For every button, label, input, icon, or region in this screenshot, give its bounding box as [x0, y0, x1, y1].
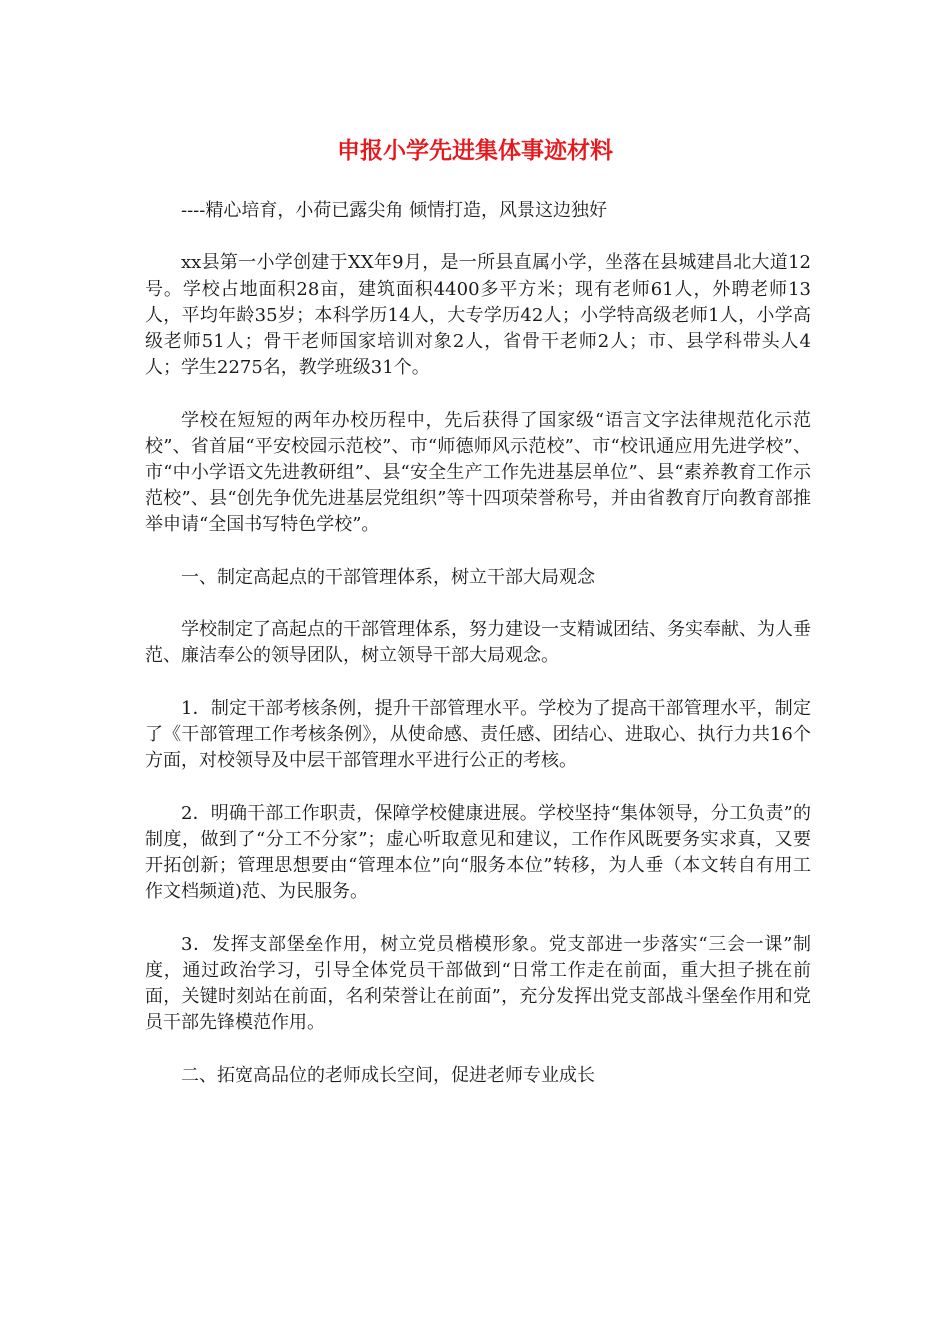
section-heading-2: 二、拓宽高品位的老师成长空间，促进老师专业成长	[181, 1064, 595, 1086]
paragraph-school-overview: xx县第一小学创建于XX年9月，是一所县直属小学，坐落在县城建昌北大道12号。学校占地面积28亩，建筑面积4400多平方米；现有老师61人，外聘老师13人，平均年龄35岁；本科学历14人，大专学历42人；小学特高级老师1人，小学高级老师51人；骨干老师国家培训对象2人，省骨干老师2人；市、县学科带头人4人；学生2275名，教学班级31个。	[145, 252, 811, 379]
paragraph-leadership-team: 学校制定了高起点的干部管理体系，努力建设一支精诚团结、务实奉献、为人垂范、廉洁奉公的领导团队，树立领导干部大局观念。	[145, 619, 811, 667]
document-body	[145, 198, 811, 1115]
paragraph-honors: 学校在短短的两年办校历程中，先后获得了国家级“语言文字法律规范化示范校”、省首届“平安校园示范校”、市“师德师风示范校”、市“校讯通应用先进学校”、市“中小学语文先进教研组”、县“安全生产工作先进基层单位”、县“素养教育工作示范校”、县“创先争优先进基层党组织”等十四项荣誉称号，并由省教育厅向教育部推举申请“全国书写特色学校”。	[145, 409, 811, 536]
document-subtitle: ----精心培育，小荷已露尖角 倾情打造，风景这边独好	[181, 200, 608, 221]
section-heading-1: 一、制定高起点的干部管理体系，树立干部大局观念	[181, 566, 595, 588]
paragraph-item-1: 1．制定干部考核条例，提升干部管理水平。学校为了提高干部管理水平，制定了《干部管理工作考核条例》，从使命感、责任感、团结心、进取心、执行力共16个方面，对校领导及中层干部管理水平进行公正的考核。	[145, 697, 811, 772]
document-title: 申报小学先进集体事迹材料	[337, 138, 613, 164]
paragraph-item-2: 2．明确干部工作职责，保障学校健康进展。学校坚持“集体领导，分工负责”的制度，做到了“分工不分家”；虚心听取意见和建议，工作作风既要务实求真，又要开拓创新；管理思想要由“管理本位”向“服务本位”转移，为人垂（本文转自有用工作文档频道)范、为民服务。	[145, 802, 811, 903]
paragraph-item-3: 3．发挥支部堡垒作用，树立党员楷模形象。党支部进一步落实“三会一课”制度，通过政治学习，引导全体党员干部做到“日常工作走在前面，重大担子挑在前面，关键时刻站在前面，名利荣誉让在前面”，充分发挥出党支部战斗堡垒作用和党员干部先锋模范作用。	[145, 933, 811, 1034]
